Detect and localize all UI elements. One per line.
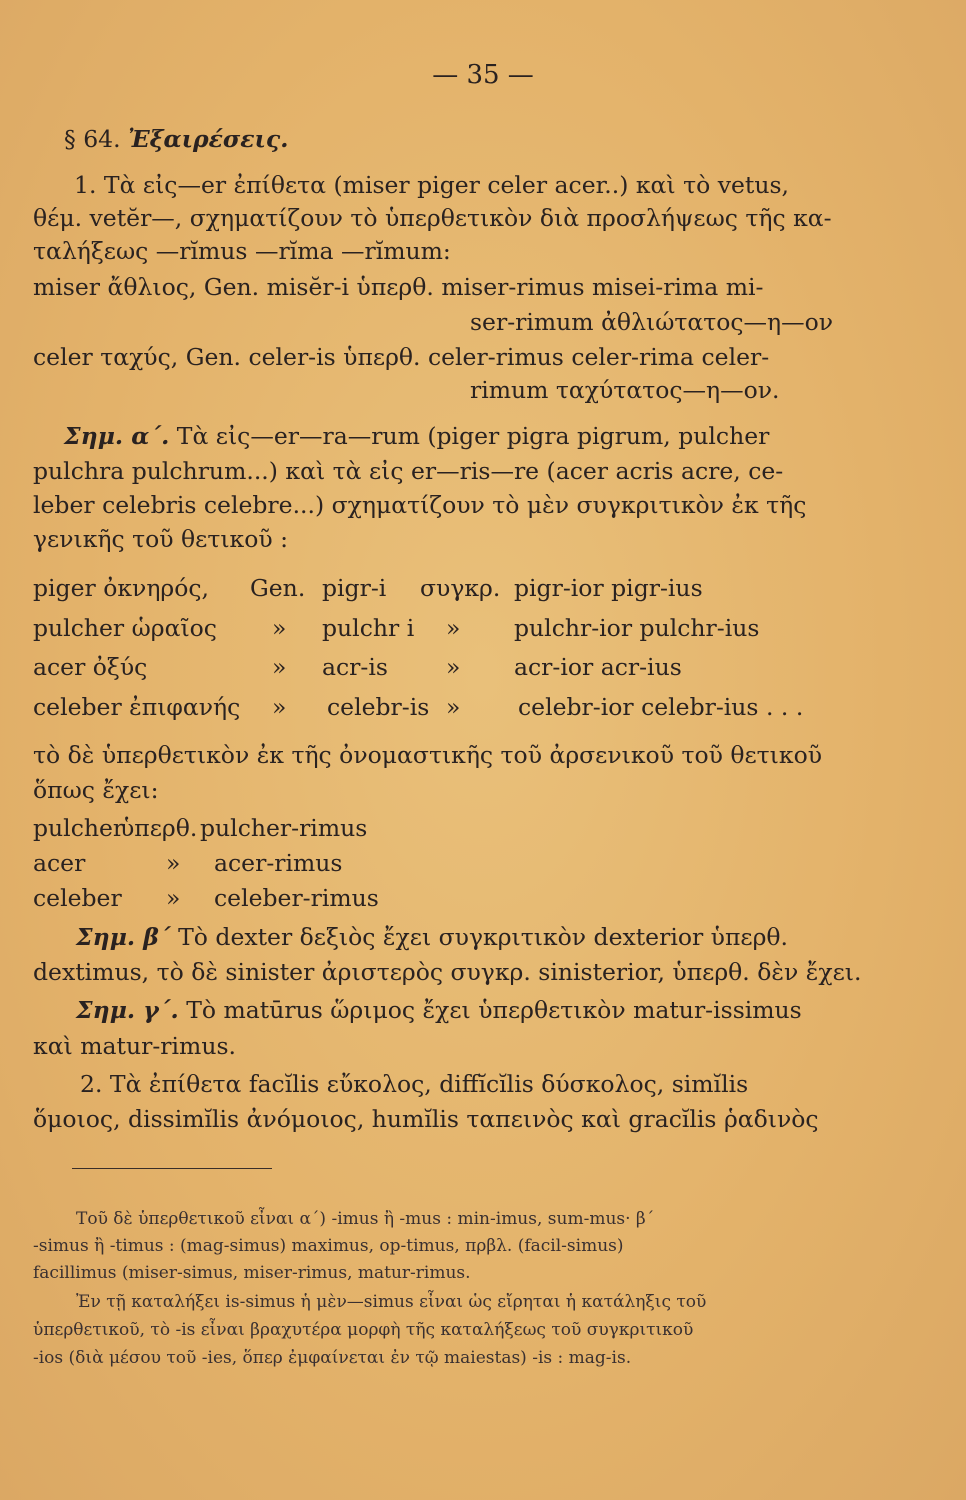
genitive-form: acr-is — [322, 653, 388, 681]
para1-line-2: θέμ. vetĕr—, σχηματίζουν τὸ ὑπερθετικὸν διὰ προσλήψεως τῆς κα- — [33, 204, 832, 232]
para1-line-6: celer ταχύς, Gen. celer-is ὑπερθ. celer-rimus celer-rima celer- — [33, 343, 770, 371]
ditto-mark: » — [272, 614, 287, 642]
para1-line-3: ταλήξεως —rĭmus —rĭma —rĭmum: — [33, 237, 451, 265]
genitive-marker: Gen. — [250, 574, 306, 602]
footnote-line-4: Ἐν τῇ καταλήξει is-simus ἡ μὲν—simus εἶναι ὡς εἴρηται ἡ κατάληξις τοῦ — [76, 1292, 707, 1312]
genitive-form: pigr-i — [322, 574, 387, 602]
footnote-line-1: Τοῦ δὲ ὑπερθετικοῦ εἶναι α΄) -imus ἢ -mus : min-imus, sum-mus· β΄ — [76, 1209, 655, 1229]
superlative-marker: ὑπερθ. — [120, 814, 198, 842]
comparative-form: pulchr-ior pulchr-ius — [514, 614, 760, 642]
note-c-line-1 — [76, 995, 802, 1025]
note-b-label: Σημ. β΄ — [76, 923, 171, 951]
para1-line-7: rimum ταχύτατος—η—ον. — [470, 376, 780, 404]
ditto-mark: » — [446, 653, 461, 681]
positive-word: pulcher — [33, 814, 125, 842]
note-c-line-2: καὶ matur-rimus. — [33, 1032, 236, 1060]
footnote-line-2: -simus ἢ -timus : (mag-simus) maximus, op-timus, πρβλ. (facil-simus) — [33, 1236, 624, 1256]
note-a-line-4: γενικῆς τοῦ θετικοῦ : — [33, 525, 289, 553]
positive-word: celeber — [33, 884, 122, 912]
comparative-form: celebr-ior celebr-ius . . . — [518, 693, 804, 721]
ditto-mark: » — [166, 884, 181, 912]
section-heading — [64, 124, 288, 154]
comparative-form: acr-ior acr-ius — [514, 653, 682, 681]
note-b-text-1: Τὸ dexter δεξιὸς ἔχει συγκριτικὸν dexterior ὑπερθ. — [178, 923, 789, 951]
footnote-line-5: ὑπερθετικοῦ, τὸ -is εἶναι βραχυτέρα μορφὴ τῆς καταλήξεως τοῦ συγκριτικοῦ — [33, 1320, 694, 1340]
ditto-mark: » — [272, 693, 287, 721]
para2-line-1: 2. Τὰ ἐπίθετα facĭlis εὔκολος, diffĭcĭlis δύσκολος, simĭlis — [80, 1070, 749, 1098]
superlative-intro-line-2: ὅπως ἔχει: — [33, 776, 159, 804]
section-number: § 64. — [64, 125, 121, 153]
page-number: — 35 — — [432, 60, 534, 90]
superlative-form: acer-rimus — [214, 849, 343, 877]
ditto-mark: » — [446, 614, 461, 642]
footnote-line-3: facillimus (miser-simus, miser-rimus, matur-rimus. — [33, 1263, 471, 1283]
note-c-text-1: Τὸ matūrus ὥριμος ἔχει ὑπερθετικὸν matur-issimus — [186, 996, 802, 1024]
positive-word: acer ὀξύς — [33, 653, 148, 681]
note-a-text-1: Τὰ εἰς—er—ra—rum (piger pigra pigrum, pulcher — [176, 422, 770, 450]
note-a-label: Σημ. α΄. — [64, 422, 170, 450]
note-c-label: Σημ. γ΄. — [76, 996, 179, 1024]
superlative-intro-line-1: τὸ δὲ ὑπερθετικὸν ἐκ τῆς ὀνομαστικῆς τοῦ ἀρσενικοῦ τοῦ θετικοῦ — [33, 741, 823, 769]
note-b-line-1 — [76, 922, 788, 952]
para2-line-2: ὅμοιος, dissimĭlis ἀνόμοιος, humĭlis ταπεινὸς καὶ gracĭlis ῥαδινὸς — [33, 1105, 819, 1133]
footnote-separator — [72, 1168, 272, 1169]
note-a-line-3: leber celebris celebre...) σχηματίζουν τὸ μὲν συγκριτικὸν ἐκ τῆς — [33, 491, 807, 519]
positive-word: pulcher ὡραῖος — [33, 614, 217, 642]
genitive-form: pulchr i — [322, 614, 415, 642]
positive-word: celeber ἐπιφανής — [33, 693, 241, 721]
section-title: Ἐξαιρέσεις. — [128, 125, 289, 153]
superlative-form: celeber-rimus — [214, 884, 379, 912]
note-a-line-1 — [64, 421, 769, 451]
note-a-line-2: pulchra pulchrum...) καὶ τὰ εἰς er—ris—re (acer acris acre, ce- — [33, 457, 784, 485]
para1-line-5: ser-rimum ἀθλιώτατος—η—ον — [470, 308, 834, 336]
superlative-form: pulcher-rimus — [200, 814, 368, 842]
ditto-mark: » — [446, 693, 461, 721]
positive-word: acer — [33, 849, 86, 877]
para1-line-4: miser ἄθλιος, Gen. misĕr-i ὑπερθ. miser-rimus misei-rima mi- — [33, 273, 764, 301]
comparative-marker: συγκρ. — [420, 574, 501, 602]
ditto-mark: » — [166, 849, 181, 877]
para1-line-1: 1. Τὰ εἰς—er ἐπίθετα (miser piger celer acer..) καὶ τὸ vetus, — [74, 171, 790, 199]
note-b-line-2: dextimus, τὸ δὲ sinister ἀριστερὸς συγκρ. sinisterior, ὑπερθ. δὲν ἔχει. — [33, 958, 862, 986]
positive-word: piger ὀκνηρός, — [33, 574, 210, 602]
comparative-form: pigr-ior pigr-ius — [514, 574, 703, 602]
footnote-line-6: -ios (διὰ μέσου τοῦ -ies, ὅπερ ἐμφαίνεται ἐν τῷ maiestas) -is : mag-is. — [33, 1348, 632, 1368]
genitive-form: celebr-is — [327, 693, 430, 721]
ditto-mark: » — [272, 653, 287, 681]
